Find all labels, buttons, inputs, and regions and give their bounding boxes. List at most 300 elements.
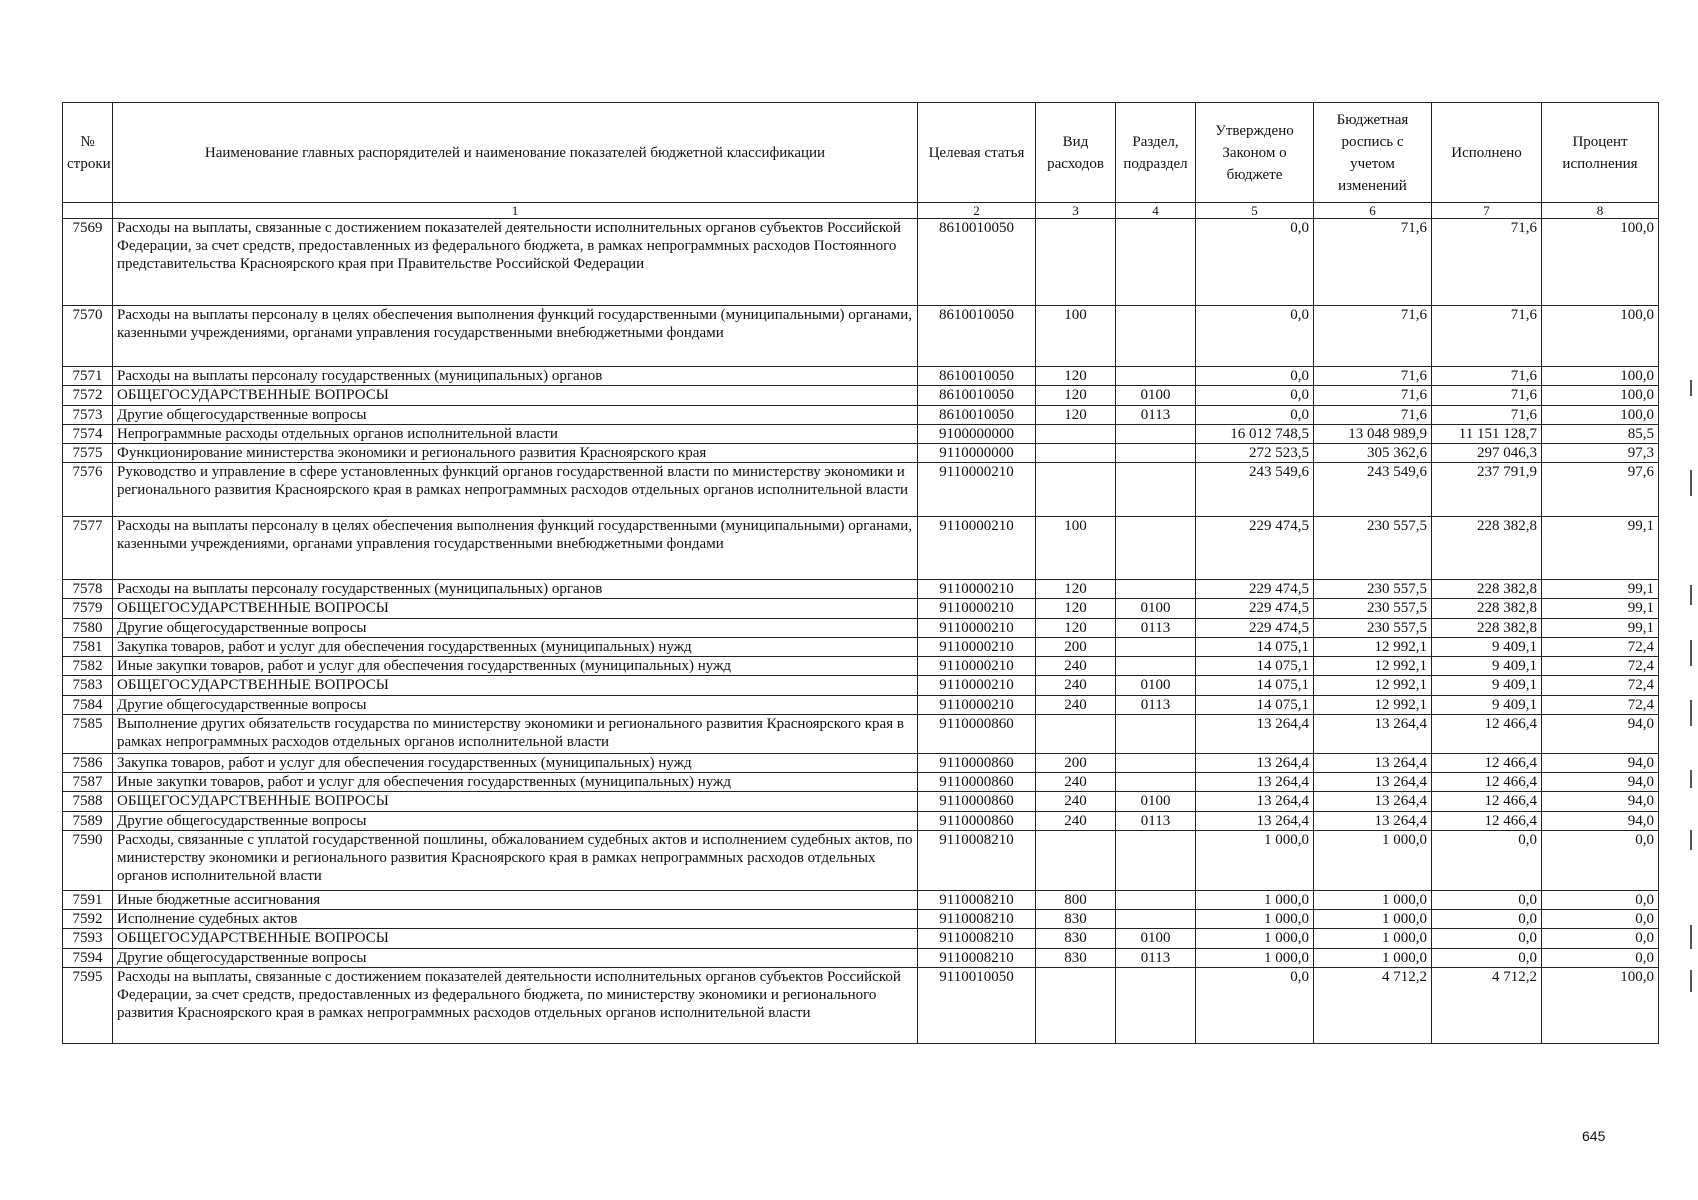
header-executed: Исполнено: [1432, 103, 1542, 203]
expense-type-cell: 830: [1036, 910, 1116, 929]
row-number: 7585: [63, 715, 113, 754]
percent-cell: 94,0: [1542, 715, 1659, 754]
percent-cell: 72,4: [1542, 696, 1659, 715]
target-article-cell: 9110000210: [918, 517, 1036, 580]
target-article-cell: 9110008210: [918, 891, 1036, 910]
budget-schedule-cell: 1 000,0: [1314, 949, 1432, 968]
percent-cell: 100,0: [1542, 306, 1659, 367]
executed-cell: 228 382,8: [1432, 619, 1542, 638]
percent-cell: 99,1: [1542, 517, 1659, 580]
target-article-cell: 9110008210: [918, 949, 1036, 968]
executed-cell: 9 409,1: [1432, 696, 1542, 715]
budget-schedule-cell: 13 264,4: [1314, 715, 1432, 754]
expense-type-cell: 200: [1036, 638, 1116, 657]
budget-schedule-cell: 12 992,1: [1314, 676, 1432, 696]
table-row: [63, 754, 1659, 773]
table-row: [63, 968, 1659, 1044]
table-row: [63, 929, 1659, 949]
target-article-cell: 9110000210: [918, 638, 1036, 657]
expense-type-cell: [1036, 444, 1116, 463]
approved-cell: 1 000,0: [1196, 929, 1314, 949]
section-cell: 0100: [1116, 929, 1196, 949]
target-article-cell: 9110000210: [918, 463, 1036, 517]
expense-type-cell: 120: [1036, 580, 1116, 599]
executed-cell: 71,6: [1432, 386, 1542, 406]
executed-cell: 0,0: [1432, 949, 1542, 968]
percent-cell: 72,4: [1542, 657, 1659, 676]
row-name: Расходы, связанные с уплатой государственной пошлины, обжалованием судебных актов и исполнением судебных актов, по министерству экономики и регионального развития Красноярского края в рамках непрограммных расходов отдельных органов исполнительной власти: [113, 831, 918, 891]
scan-edge-mark: [1690, 700, 1692, 726]
row-name: Другие общегосударственные вопросы: [113, 619, 918, 638]
row-number: 7571: [63, 367, 113, 386]
expense-type-cell: 200: [1036, 754, 1116, 773]
row-name: Руководство и управление в сфере установленных функций органов государственной власти по министерству экономики и регионального развития Красноярского края в рамках непрограммных расходов отдельных органов исполнительной власти: [113, 463, 918, 517]
percent-cell: 100,0: [1542, 219, 1659, 306]
budget-schedule-cell: 243 549,6: [1314, 463, 1432, 517]
percent-cell: 97,6: [1542, 463, 1659, 517]
row-name: Закупка товаров, работ и услуг для обеспечения государственных (муниципальных) нужд: [113, 754, 918, 773]
percent-cell: 0,0: [1542, 910, 1659, 929]
header-budget-schedule: Бюджетная роспись с учетом изменений: [1314, 103, 1432, 203]
row-number: 7595: [63, 968, 113, 1044]
header-expense-type: Вид расходов: [1036, 103, 1116, 203]
section-cell: 0100: [1116, 792, 1196, 812]
table-row: [63, 619, 1659, 638]
table-row: [63, 219, 1659, 306]
row-number: 7584: [63, 696, 113, 715]
executed-cell: 237 791,9: [1432, 463, 1542, 517]
row-number: 7594: [63, 949, 113, 968]
target-article-cell: 9110000860: [918, 715, 1036, 754]
table-row: [63, 425, 1659, 444]
row-name: Другие общегосударственные вопросы: [113, 812, 918, 831]
row-number: 7583: [63, 676, 113, 696]
table-row: [63, 792, 1659, 812]
budget-schedule-cell: 71,6: [1314, 219, 1432, 306]
percent-cell: 0,0: [1542, 929, 1659, 949]
row-name: Расходы на выплаты персоналу в целях обеспечения выполнения функций государственными (муниципальными) органами, казенными учреждениями, органами управления государственными внебюджетными фондами: [113, 306, 918, 367]
executed-cell: 9 409,1: [1432, 676, 1542, 696]
column-number: 5: [1196, 203, 1314, 219]
percent-cell: 100,0: [1542, 386, 1659, 406]
expense-type-cell: 120: [1036, 599, 1116, 619]
row-number: 7589: [63, 812, 113, 831]
row-name: Исполнение судебных актов: [113, 910, 918, 929]
executed-cell: 228 382,8: [1432, 599, 1542, 619]
budget-schedule-cell: 71,6: [1314, 386, 1432, 406]
scan-edge-mark: [1690, 380, 1692, 396]
percent-cell: 94,0: [1542, 773, 1659, 792]
table-row: [63, 599, 1659, 619]
row-number: 7581: [63, 638, 113, 657]
row-number: 7570: [63, 306, 113, 367]
executed-cell: 228 382,8: [1432, 517, 1542, 580]
budget-schedule-cell: 12 992,1: [1314, 696, 1432, 715]
budget-schedule-cell: 230 557,5: [1314, 517, 1432, 580]
column-number: 8: [1542, 203, 1659, 219]
table-row: [63, 891, 1659, 910]
budget-schedule-cell: 230 557,5: [1314, 619, 1432, 638]
column-number: 6: [1314, 203, 1432, 219]
section-cell: [1116, 463, 1196, 517]
row-number: 7592: [63, 910, 113, 929]
row-name: Расходы на выплаты персоналу государственных (муниципальных) органов: [113, 580, 918, 599]
expense-type-cell: 240: [1036, 696, 1116, 715]
approved-cell: 0,0: [1196, 386, 1314, 406]
target-article-cell: 9100000000: [918, 425, 1036, 444]
row-number: 7577: [63, 517, 113, 580]
column-number: 7: [1432, 203, 1542, 219]
expense-type-cell: [1036, 463, 1116, 517]
target-article-cell: 9110000210: [918, 599, 1036, 619]
row-name: Другие общегосударственные вопросы: [113, 949, 918, 968]
executed-cell: 228 382,8: [1432, 580, 1542, 599]
budget-schedule-cell: 1 000,0: [1314, 891, 1432, 910]
expense-type-cell: 120: [1036, 386, 1116, 406]
budget-schedule-cell: 305 362,6: [1314, 444, 1432, 463]
section-cell: [1116, 831, 1196, 891]
expense-type-cell: 120: [1036, 406, 1116, 425]
section-cell: [1116, 968, 1196, 1044]
percent-cell: 0,0: [1542, 831, 1659, 891]
approved-cell: 229 474,5: [1196, 599, 1314, 619]
section-cell: 0100: [1116, 676, 1196, 696]
executed-cell: 9 409,1: [1432, 657, 1542, 676]
expense-type-cell: 830: [1036, 929, 1116, 949]
expense-type-cell: 120: [1036, 367, 1116, 386]
percent-cell: 99,1: [1542, 599, 1659, 619]
row-number: 7586: [63, 754, 113, 773]
row-number: 7587: [63, 773, 113, 792]
row-number: 7569: [63, 219, 113, 306]
column-number: 1: [113, 203, 918, 219]
row-name: Закупка товаров, работ и услуг для обеспечения государственных (муниципальных) нужд: [113, 638, 918, 657]
row-name: ОБЩЕГОСУДАРСТВЕННЫЕ ВОПРОСЫ: [113, 929, 918, 949]
table-row: [63, 910, 1659, 929]
budget-schedule-cell: 71,6: [1314, 306, 1432, 367]
expense-type-cell: [1036, 219, 1116, 306]
row-name: ОБЩЕГОСУДАРСТВЕННЫЕ ВОПРОСЫ: [113, 676, 918, 696]
budget-schedule-cell: 13 264,4: [1314, 773, 1432, 792]
expense-type-cell: 240: [1036, 792, 1116, 812]
approved-cell: 14 075,1: [1196, 676, 1314, 696]
section-cell: [1116, 444, 1196, 463]
section-cell: [1116, 219, 1196, 306]
section-cell: [1116, 367, 1196, 386]
row-number: 7593: [63, 929, 113, 949]
budget-schedule-cell: 230 557,5: [1314, 599, 1432, 619]
approved-cell: 13 264,4: [1196, 792, 1314, 812]
executed-cell: 71,6: [1432, 367, 1542, 386]
section-cell: [1116, 891, 1196, 910]
section-cell: [1116, 425, 1196, 444]
target-article-cell: 9110000860: [918, 773, 1036, 792]
row-name: Другие общегосударственные вопросы: [113, 406, 918, 425]
table-row: [63, 715, 1659, 754]
column-number-spacer: [63, 203, 113, 219]
approved-cell: 14 075,1: [1196, 696, 1314, 715]
target-article-cell: 8610010050: [918, 219, 1036, 306]
budget-schedule-cell: 1 000,0: [1314, 831, 1432, 891]
executed-cell: 12 466,4: [1432, 715, 1542, 754]
target-article-cell: 9110000210: [918, 619, 1036, 638]
row-number: 7591: [63, 891, 113, 910]
approved-cell: 13 264,4: [1196, 812, 1314, 831]
row-name: Непрограммные расходы отдельных органов исполнительной власти: [113, 425, 918, 444]
executed-cell: 12 466,4: [1432, 773, 1542, 792]
section-cell: 0113: [1116, 406, 1196, 425]
table-body: [63, 219, 1659, 1044]
table-row: [63, 773, 1659, 792]
section-cell: 0100: [1116, 599, 1196, 619]
budget-execution-table: [62, 102, 1659, 1044]
column-number: 3: [1036, 203, 1116, 219]
row-name: ОБЩЕГОСУДАРСТВЕННЫЕ ВОПРОСЫ: [113, 599, 918, 619]
approved-cell: 0,0: [1196, 306, 1314, 367]
table-row: [63, 306, 1659, 367]
executed-cell: 71,6: [1432, 306, 1542, 367]
table-row: [63, 812, 1659, 831]
percent-cell: 100,0: [1542, 367, 1659, 386]
header-name: Наименование главных распорядителей и наименование показателей бюджетной классификации: [113, 103, 918, 203]
page-number: 645: [1582, 1128, 1606, 1144]
target-article-cell: 8610010050: [918, 367, 1036, 386]
executed-cell: 71,6: [1432, 406, 1542, 425]
table-row: [63, 831, 1659, 891]
table-row: [63, 367, 1659, 386]
scan-edge-mark: [1690, 830, 1692, 850]
row-number: 7576: [63, 463, 113, 517]
percent-cell: 99,1: [1542, 580, 1659, 599]
row-name: Иные бюджетные ассигнования: [113, 891, 918, 910]
scan-edge-mark: [1690, 585, 1692, 605]
target-article-cell: 9110008210: [918, 831, 1036, 891]
row-name: Расходы на выплаты персоналу государственных (муниципальных) органов: [113, 367, 918, 386]
percent-cell: 0,0: [1542, 891, 1659, 910]
approved-cell: 1 000,0: [1196, 831, 1314, 891]
executed-cell: 12 466,4: [1432, 812, 1542, 831]
row-number: 7578: [63, 580, 113, 599]
expense-type-cell: 240: [1036, 676, 1116, 696]
section-cell: [1116, 754, 1196, 773]
target-article-cell: 9110000210: [918, 657, 1036, 676]
target-article-cell: 8610010050: [918, 386, 1036, 406]
approved-cell: 229 474,5: [1196, 580, 1314, 599]
percent-cell: 94,0: [1542, 754, 1659, 773]
executed-cell: 4 712,2: [1432, 968, 1542, 1044]
section-cell: 0100: [1116, 386, 1196, 406]
row-name: Расходы на выплаты, связанные с достижением показателей деятельности исполнительных органов субъектов Российской Федерации, за счет средств, предоставленных из федерального бюджета, в рамках непрограммных расходов Постоянного представительства Красноярского края при Правительстве Российской Федерации: [113, 219, 918, 306]
budget-schedule-cell: 13 264,4: [1314, 792, 1432, 812]
row-number: 7590: [63, 831, 113, 891]
row-number: 7573: [63, 406, 113, 425]
approved-cell: 1 000,0: [1196, 949, 1314, 968]
expense-type-cell: [1036, 715, 1116, 754]
scan-edge-mark: [1690, 770, 1692, 788]
scan-edge-mark: [1690, 470, 1692, 496]
target-article-cell: 9110000860: [918, 812, 1036, 831]
percent-cell: 100,0: [1542, 406, 1659, 425]
executed-cell: 71,6: [1432, 219, 1542, 306]
approved-cell: 16 012 748,5: [1196, 425, 1314, 444]
row-name: Расходы на выплаты, связанные с достижением показателей деятельности исполнительных органов субъектов Российской Федерации, за счет средств, предоставленных из федерального бюджета, по министерству экономики и регионального развития Красноярского края в рамках непрограммных расходов отдельных органов исполнительной власти: [113, 968, 918, 1044]
section-cell: [1116, 715, 1196, 754]
approved-cell: 229 474,5: [1196, 619, 1314, 638]
table-row: [63, 386, 1659, 406]
approved-cell: 0,0: [1196, 367, 1314, 386]
section-cell: [1116, 517, 1196, 580]
approved-cell: 1 000,0: [1196, 910, 1314, 929]
executed-cell: 0,0: [1432, 831, 1542, 891]
target-article-cell: 9110000860: [918, 754, 1036, 773]
row-name: ОБЩЕГОСУДАРСТВЕННЫЕ ВОПРОСЫ: [113, 386, 918, 406]
approved-cell: 0,0: [1196, 968, 1314, 1044]
row-name: Выполнение других обязательств государства по министерству экономики и регионального развития Красноярского края в рамках непрограммных расходов отдельных органов исполнительной власти: [113, 715, 918, 754]
percent-cell: 72,4: [1542, 676, 1659, 696]
row-number: 7582: [63, 657, 113, 676]
executed-cell: 0,0: [1432, 910, 1542, 929]
target-article-cell: 9110000860: [918, 792, 1036, 812]
approved-cell: 0,0: [1196, 219, 1314, 306]
percent-cell: 100,0: [1542, 968, 1659, 1044]
row-number: 7580: [63, 619, 113, 638]
row-number: 7579: [63, 599, 113, 619]
executed-cell: 0,0: [1432, 929, 1542, 949]
expense-type-cell: 240: [1036, 773, 1116, 792]
header-target-article: Целевая статья: [918, 103, 1036, 203]
table-row: [63, 676, 1659, 696]
section-cell: [1116, 638, 1196, 657]
approved-cell: 0,0: [1196, 406, 1314, 425]
target-article-cell: 9110000210: [918, 676, 1036, 696]
target-article-cell: 9110000000: [918, 444, 1036, 463]
table-row: [63, 657, 1659, 676]
percent-cell: 97,3: [1542, 444, 1659, 463]
row-number: 7575: [63, 444, 113, 463]
column-number: 2: [918, 203, 1036, 219]
table-row: [63, 696, 1659, 715]
budget-schedule-cell: 1 000,0: [1314, 910, 1432, 929]
expense-type-cell: 240: [1036, 812, 1116, 831]
percent-cell: 94,0: [1542, 812, 1659, 831]
table-row: [63, 580, 1659, 599]
approved-cell: 13 264,4: [1196, 773, 1314, 792]
expense-type-cell: 120: [1036, 619, 1116, 638]
table-row: [63, 463, 1659, 517]
percent-cell: 94,0: [1542, 792, 1659, 812]
approved-cell: 13 264,4: [1196, 715, 1314, 754]
header-percent: Процент исполнения: [1542, 103, 1659, 203]
row-name: Расходы на выплаты персоналу в целях обеспечения выполнения функций государственными (муниципальными) органами, казенными учреждениями, органами управления государственными внебюджетными фондами: [113, 517, 918, 580]
section-cell: 0113: [1116, 949, 1196, 968]
executed-cell: 9 409,1: [1432, 638, 1542, 657]
budget-schedule-cell: 12 992,1: [1314, 638, 1432, 657]
budget-schedule-cell: 71,6: [1314, 367, 1432, 386]
approved-cell: 14 075,1: [1196, 638, 1314, 657]
executed-cell: 0,0: [1432, 891, 1542, 910]
expense-type-cell: [1036, 831, 1116, 891]
budget-schedule-cell: 71,6: [1314, 406, 1432, 425]
section-cell: 0113: [1116, 812, 1196, 831]
budget-schedule-cell: 13 264,4: [1314, 754, 1432, 773]
row-number: 7572: [63, 386, 113, 406]
expense-type-cell: [1036, 425, 1116, 444]
scan-edge-mark: [1690, 925, 1692, 949]
target-article-cell: 8610010050: [918, 406, 1036, 425]
row-name: ОБЩЕГОСУДАРСТВЕННЫЕ ВОПРОСЫ: [113, 792, 918, 812]
row-number: 7588: [63, 792, 113, 812]
expense-type-cell: 800: [1036, 891, 1116, 910]
section-cell: [1116, 773, 1196, 792]
target-article-cell: 9110000210: [918, 696, 1036, 715]
approved-cell: 272 523,5: [1196, 444, 1314, 463]
section-cell: [1116, 580, 1196, 599]
budget-schedule-cell: 12 992,1: [1314, 657, 1432, 676]
expense-type-cell: 100: [1036, 306, 1116, 367]
scan-edge-mark: [1690, 970, 1692, 992]
section-cell: 0113: [1116, 696, 1196, 715]
table-row: [63, 444, 1659, 463]
percent-cell: 85,5: [1542, 425, 1659, 444]
section-cell: [1116, 910, 1196, 929]
approved-cell: 1 000,0: [1196, 891, 1314, 910]
approved-cell: 229 474,5: [1196, 517, 1314, 580]
budget-schedule-cell: 4 712,2: [1314, 968, 1432, 1044]
expense-type-cell: 100: [1036, 517, 1116, 580]
approved-cell: 14 075,1: [1196, 657, 1314, 676]
row-name: Функционирование министерства экономики и регионального развития Красноярского края: [113, 444, 918, 463]
executed-cell: 11 151 128,7: [1432, 425, 1542, 444]
percent-cell: 72,4: [1542, 638, 1659, 657]
budget-schedule-cell: 13 264,4: [1314, 812, 1432, 831]
executed-cell: 12 466,4: [1432, 792, 1542, 812]
section-cell: 0113: [1116, 619, 1196, 638]
expense-type-cell: 830: [1036, 949, 1116, 968]
target-article-cell: 9110008210: [918, 910, 1036, 929]
expense-type-cell: 240: [1036, 657, 1116, 676]
table-row: [63, 406, 1659, 425]
executed-cell: 12 466,4: [1432, 754, 1542, 773]
header-section: Раздел, подраздел: [1116, 103, 1196, 203]
scan-edge-mark: [1690, 640, 1692, 666]
budget-schedule-cell: 1 000,0: [1314, 929, 1432, 949]
percent-cell: 0,0: [1542, 949, 1659, 968]
executed-cell: 297 046,3: [1432, 444, 1542, 463]
target-article-cell: 9110010050: [918, 968, 1036, 1044]
row-name: Иные закупки товаров, работ и услуг для обеспечения государственных (муниципальных) нужд: [113, 657, 918, 676]
approved-cell: 243 549,6: [1196, 463, 1314, 517]
table-row: [63, 638, 1659, 657]
expense-type-cell: [1036, 968, 1116, 1044]
approved-cell: 13 264,4: [1196, 754, 1314, 773]
budget-schedule-cell: 230 557,5: [1314, 580, 1432, 599]
column-number: 4: [1116, 203, 1196, 219]
percent-cell: 99,1: [1542, 619, 1659, 638]
row-name: Иные закупки товаров, работ и услуг для обеспечения государственных (муниципальных) нужд: [113, 773, 918, 792]
section-cell: [1116, 306, 1196, 367]
table-row: [63, 949, 1659, 968]
header-row-number: № строки: [63, 103, 113, 203]
target-article-cell: 9110000210: [918, 580, 1036, 599]
row-number: 7574: [63, 425, 113, 444]
table-row: [63, 517, 1659, 580]
target-article-cell: 9110008210: [918, 929, 1036, 949]
section-cell: [1116, 657, 1196, 676]
target-article-cell: 8610010050: [918, 306, 1036, 367]
row-name: Другие общегосударственные вопросы: [113, 696, 918, 715]
table-header-row: [63, 103, 1659, 203]
budget-schedule-cell: 13 048 989,9: [1314, 425, 1432, 444]
